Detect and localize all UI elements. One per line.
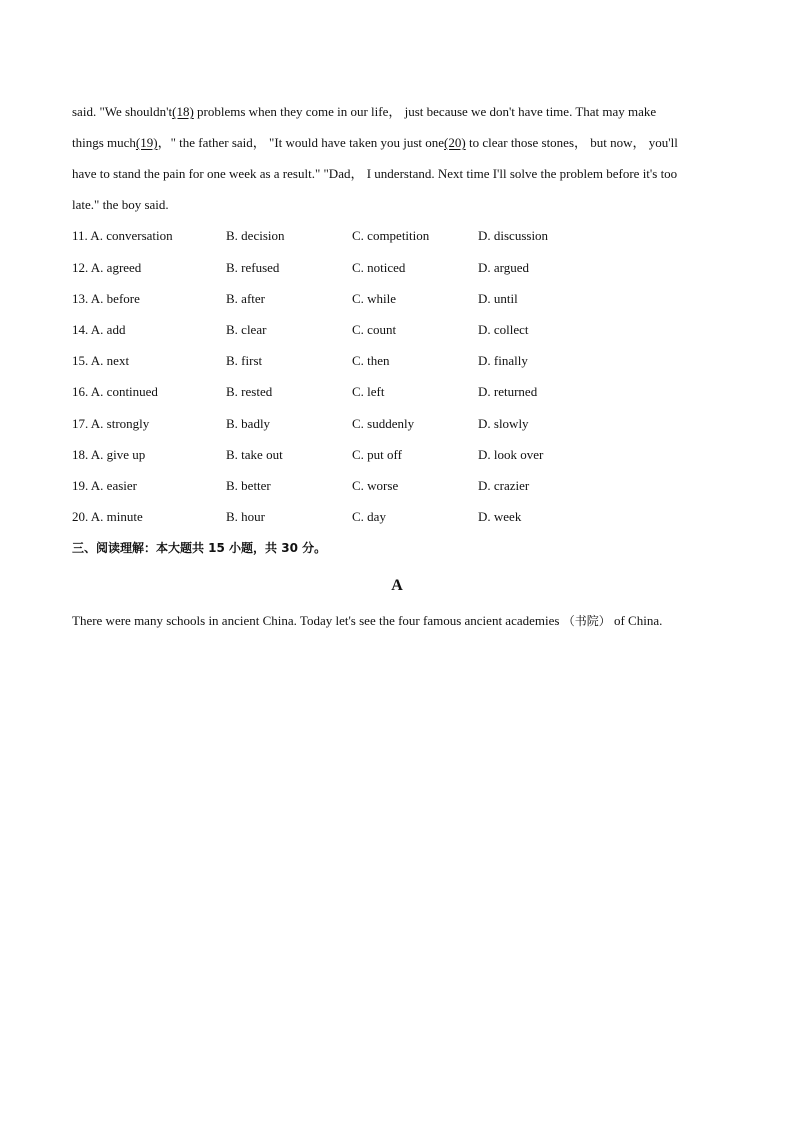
option-a-text: minute xyxy=(106,509,143,524)
option-b: B. decision xyxy=(226,228,285,243)
passage-line-1 xyxy=(72,104,656,120)
option-a-text: agreed xyxy=(106,260,142,275)
option-c: C. worse xyxy=(352,478,399,493)
option-a-text: easier xyxy=(106,478,137,493)
question-number: 15. A. xyxy=(72,353,104,368)
question-14 xyxy=(72,322,732,338)
question-number: 16. A. xyxy=(72,384,104,399)
option-d: D. returned xyxy=(478,384,538,399)
question-17 xyxy=(72,416,732,432)
passage-line-4: late." the boy said. xyxy=(72,197,169,212)
option-c: C. put off xyxy=(352,447,402,462)
option-a-text: give up xyxy=(106,447,146,462)
option-d: D. crazier xyxy=(478,478,530,493)
question-20 xyxy=(72,509,732,525)
option-d: D. finally xyxy=(478,353,528,368)
option-c: C. noticed xyxy=(352,260,406,275)
option-a xyxy=(72,416,149,432)
question-12 xyxy=(72,260,732,276)
question-16 xyxy=(72,384,732,400)
option-b: B. badly xyxy=(226,416,271,431)
question-18 xyxy=(72,447,732,463)
option-a xyxy=(72,509,143,525)
passage-title: A xyxy=(391,577,403,594)
passage-text: to clear those stones， but now， you'll xyxy=(465,135,678,150)
option-c: C. suddenly xyxy=(352,416,415,431)
question-13 xyxy=(72,291,732,307)
option-c: C. left xyxy=(352,384,385,399)
question-number: 20. A. xyxy=(72,509,104,524)
reading-intro-text-end: of China. xyxy=(610,613,663,628)
reading-intro-text: There were many schools in ancient China. Today let's see the four famous ancient academies xyxy=(72,613,563,628)
passage-line-3: have to stand the pain for one week as a result." "Dad， I understand. Next time I'll solve the problem before it's too xyxy=(72,166,678,181)
question-number: 12. A. xyxy=(72,260,104,275)
option-d: D. look over xyxy=(478,447,544,462)
reading-intro-gloss: （书院） xyxy=(562,614,611,628)
option-a xyxy=(72,322,125,338)
option-b: B. clear xyxy=(226,322,267,337)
reading-intro xyxy=(72,613,662,629)
option-a-text: strongly xyxy=(106,416,150,431)
option-c: C. then xyxy=(352,353,390,368)
option-b: B. rested xyxy=(226,384,273,399)
blank-20: (20) xyxy=(444,135,466,150)
option-d: D. discussion xyxy=(478,228,549,243)
option-d: D. collect xyxy=(478,322,529,337)
blank-19: (19) xyxy=(135,135,158,150)
question-number: 19. A. xyxy=(72,478,104,493)
option-a-text: continued xyxy=(106,384,158,399)
option-a xyxy=(72,478,137,494)
option-b: B. better xyxy=(226,478,271,493)
question-number: 11. A. xyxy=(72,228,103,243)
question-15 xyxy=(72,353,732,369)
option-c: C. day xyxy=(352,509,386,524)
question-number: 13. A. xyxy=(72,291,104,306)
option-c: C. while xyxy=(352,291,397,306)
option-c: C. count xyxy=(352,322,397,337)
question-number: 18. A. xyxy=(72,447,104,462)
option-a-text: before xyxy=(106,291,140,306)
option-a xyxy=(72,291,140,307)
question-number: 14. A. xyxy=(72,322,104,337)
passage-text: things much xyxy=(72,135,136,150)
option-d: D. argued xyxy=(478,260,530,275)
option-b: B. first xyxy=(226,353,263,368)
option-d: D. week xyxy=(478,509,522,524)
option-b: B. hour xyxy=(226,509,265,524)
question-11 xyxy=(72,228,732,244)
option-a xyxy=(72,228,173,244)
passage-text: ，" the father said， "It would have taken you just one xyxy=(157,135,445,150)
option-a-text: conversation xyxy=(106,228,173,243)
passage-line-2 xyxy=(72,135,678,151)
option-a xyxy=(72,353,129,369)
option-c: C. competition xyxy=(352,228,430,243)
option-a xyxy=(72,260,141,276)
question-number: 17. A. xyxy=(72,416,104,431)
option-b: B. after xyxy=(226,291,265,306)
option-a xyxy=(72,447,145,463)
passage-text: said. "We shouldn't xyxy=(72,104,173,119)
option-a xyxy=(72,384,158,400)
option-a-text: add xyxy=(106,322,126,337)
option-a-text: next xyxy=(106,353,130,368)
passage-text: problems when they come in our life， just because we don't have time. That may make xyxy=(193,104,657,119)
question-19 xyxy=(72,478,732,494)
option-b: B. take out xyxy=(226,447,283,462)
option-d: D. until xyxy=(478,291,518,306)
option-b: B. refused xyxy=(226,260,280,275)
blank-18: (18) xyxy=(172,104,194,119)
option-d: D. slowly xyxy=(478,416,529,431)
section-heading: 三、阅读理解：本大题共 15 小题，共 30 分。 xyxy=(72,541,327,555)
